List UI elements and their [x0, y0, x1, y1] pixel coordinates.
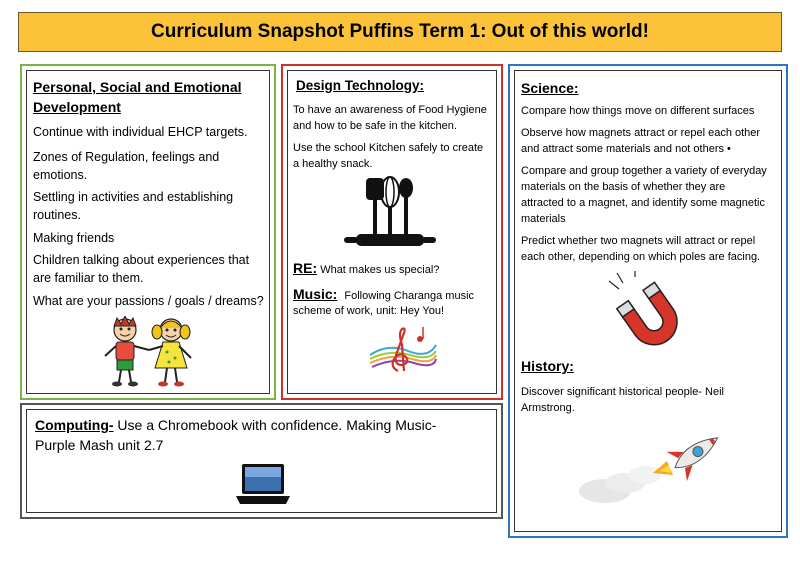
- magnet-icon: [605, 271, 695, 353]
- music-row: [293, 285, 474, 305]
- science-line: Compare how things move on different surfaces: [521, 105, 755, 117]
- pse-heading-line2: Development: [33, 99, 121, 115]
- computing-line2: Purple Mash unit 2.7: [35, 437, 164, 453]
- children-illustration: [97, 316, 207, 388]
- pse-item: Continue with individual EHCP targets.: [33, 125, 248, 139]
- pse-item: What are your passions / goals / dreams?: [33, 294, 264, 308]
- science-line: attracted to a magnet, and identify some magnetic: [521, 197, 765, 209]
- dt-line: Use the school Kitchen safely to create: [293, 142, 484, 154]
- science-line: Observe how magnets attract or repel each other: [521, 127, 761, 139]
- history-line2: Armstrong.: [521, 402, 575, 414]
- science-line: and attract some materials and not others •: [521, 143, 731, 155]
- pse-item: Children talking about experiences that: [33, 253, 250, 267]
- music-heading: Music:: [293, 286, 338, 302]
- science-line: materials: [521, 213, 566, 225]
- treble-clef-icon: [368, 325, 438, 375]
- science-line: Compare and group together a variety of everyday: [521, 165, 767, 177]
- science-line: Predict whether two magnets will attract or repel: [521, 235, 756, 247]
- computing-heading: Computing-: [35, 417, 114, 433]
- history-heading: History:: [521, 358, 574, 374]
- music-line1: Following Charanga music: [344, 290, 475, 302]
- pse-panel: [26, 70, 270, 394]
- computing-panel: [26, 409, 497, 513]
- dt-heading: Design Technology:: [296, 78, 425, 93]
- rocket-icon: [575, 421, 735, 511]
- laptop-icon: [234, 462, 292, 506]
- science-heading: Science:: [521, 80, 579, 96]
- computing-line1: Use a Chromebook with confidence. Making Music-: [113, 417, 437, 433]
- music-line2: scheme of work, unit: Hey You!: [293, 305, 445, 317]
- dt-panel: [287, 70, 497, 394]
- science-panel: [514, 70, 782, 532]
- dt-line: To have an awareness of Food Hygiene: [293, 104, 487, 116]
- pse-item: routines.: [33, 208, 81, 222]
- page-title: [18, 12, 782, 52]
- computing-row: [35, 416, 436, 435]
- re-heading: RE:: [293, 260, 318, 276]
- science-line: each other, depending on which poles are facing.: [521, 251, 761, 263]
- page-title-text: Curriculum Snapshot Puffins Term 1: Out of this world!: [151, 21, 649, 42]
- dt-line: a healthy snack.: [293, 158, 373, 170]
- pse-heading-line1: Personal, Social and Emotional: [33, 79, 242, 95]
- re-row: [293, 259, 439, 279]
- pse-item: are familiar to them.: [33, 271, 144, 285]
- pse-item: Settling in activities and establishing: [33, 190, 234, 204]
- pse-item: Zones of Regulation, feelings and: [33, 150, 220, 164]
- science-line: materials on the basis of whether they are: [521, 181, 726, 193]
- dt-line: and how to be safe in the kitchen.: [293, 120, 457, 132]
- re-text: What makes us special?: [320, 264, 440, 276]
- pse-heading: [33, 77, 242, 117]
- pse-item: emotions.: [33, 168, 88, 182]
- kitchen-utensils-icon: [340, 176, 440, 258]
- history-line1: Discover significant historical people- Neil: [521, 386, 724, 398]
- pse-item: Making friends: [33, 231, 115, 245]
